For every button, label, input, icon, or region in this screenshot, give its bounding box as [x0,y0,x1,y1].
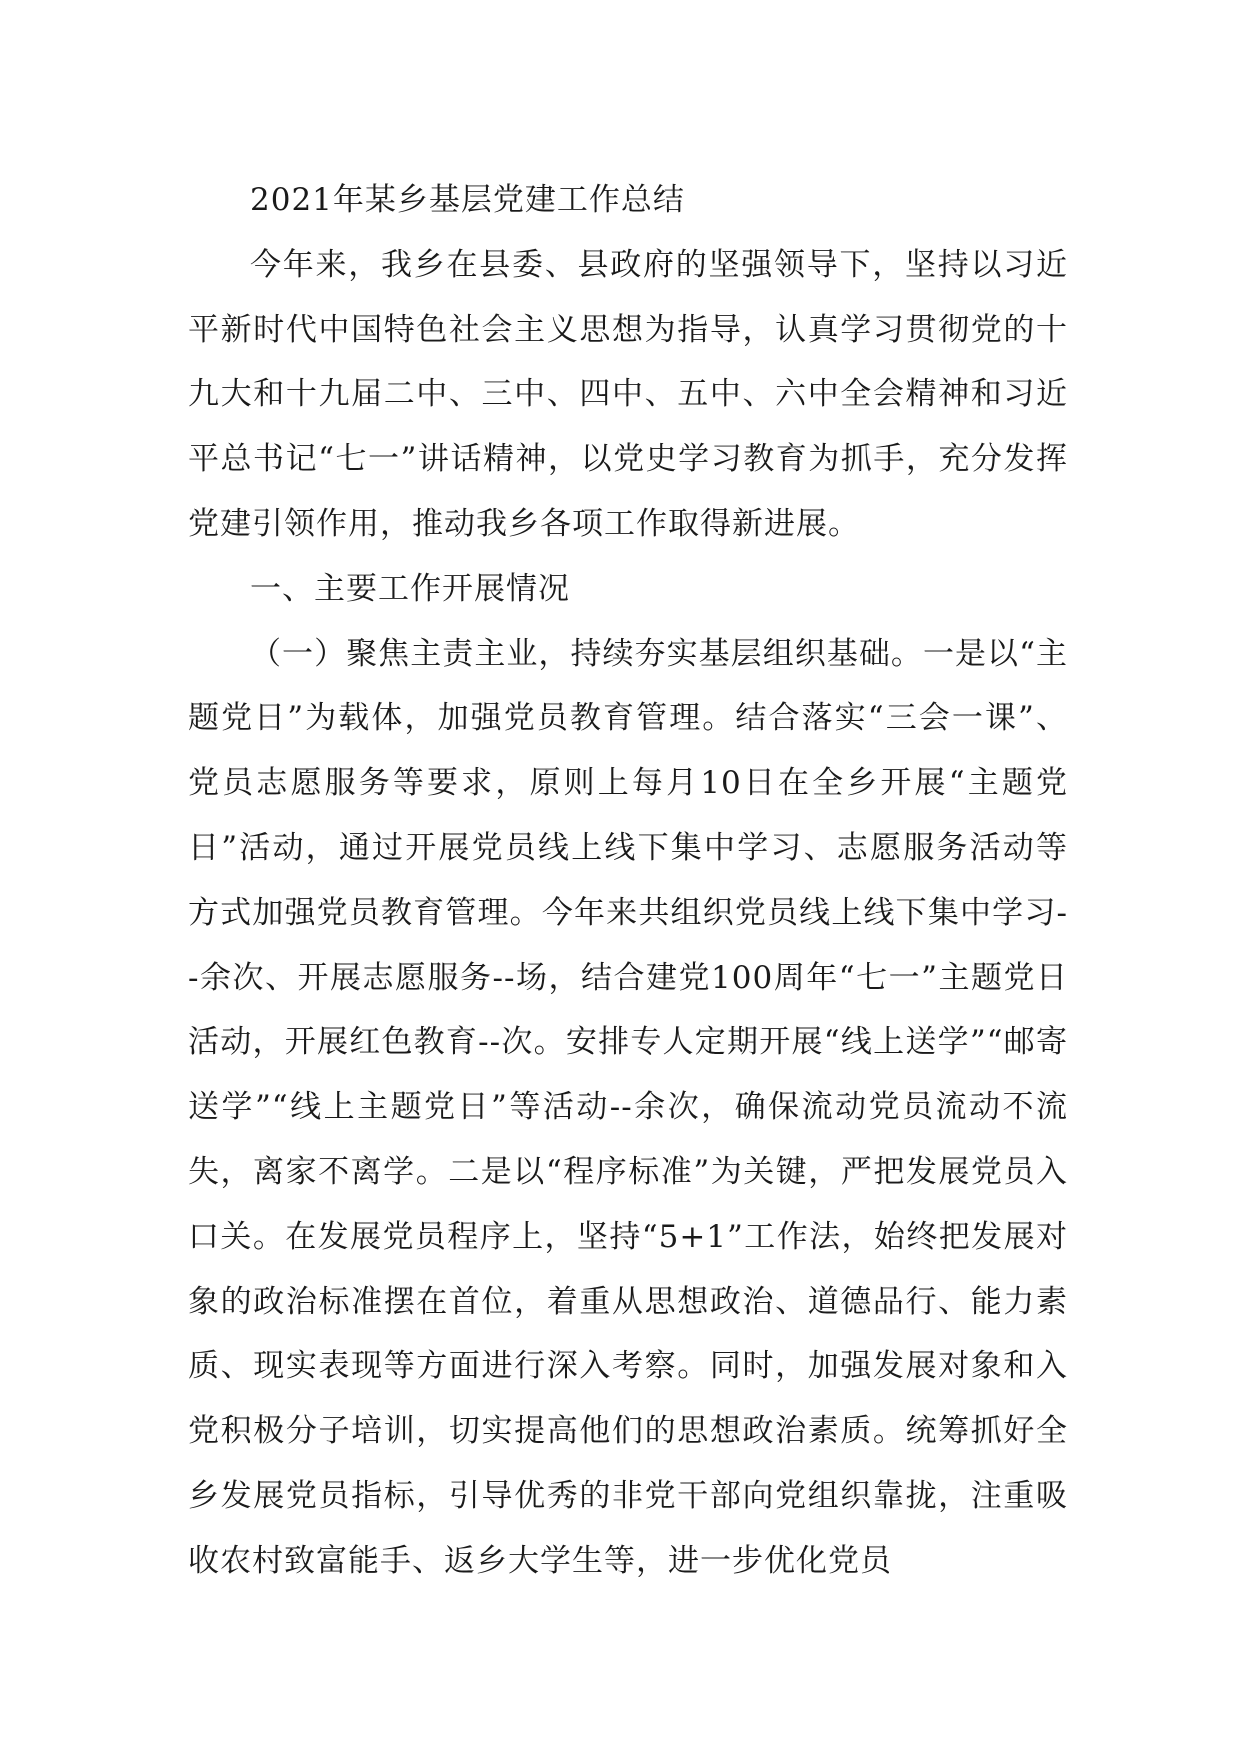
intro-paragraph: 今年来，我乡在县委、县政府的坚强领导下，坚持以习近平新时代中国特色社会主义思想为指导，认真学习贯彻党的十九大和十九届二中、三中、四中、五中、六中全会精神和习近平总书记“七一”讲话精神，以党史学习教育为抓手，充分发挥党建引领作用，推动我乡各项工作取得新进展。 [188,246,1068,542]
document-title: 2021年某乡基层党建工作总结 [250,182,685,218]
document-page [188,168,1068,1594]
section-heading: 一、主要工作开展情况 [250,570,570,607]
section-body-paragraph: （一）聚焦主责主业，持续夯实基层组织基础。一是以“主题党日”为载体，加强党员教育管理。结合落实“三会一课”、党员志愿服务等要求，原则上每月10日在全乡开展“主题党日”活动，通过开展党员线上线下集中学习、志愿服务活动等方式加强党员教育管理。今年来共组织党员线上线下集中学习--余次、开展志愿服务--场，结合建党100周年“七一”主题党日活动，开展红色教育--次。安排专人定期开展“线上送学”“邮寄送学”“线上主题党日”等活动--余次，确保流动党员流动不流失，离家不离学。二是以“程序标准”为关键，严把发展党员入口关。在发展党员程序上，坚持“5+1”工作法，始终把发展对象的政治标准摆在首位，着重从思想政治、道德品行、能力素质、现实表现等方面进行深入考察。同时，加强发展对象和入党积极分子培训，切实提高他们的思想政治素质。统筹抓好全乡发展党员指标，引导优秀的非党干部向党组织靠拢，注重吸收农村致富能手、返乡大学生等，进一步优化党员 [188,635,1068,1579]
